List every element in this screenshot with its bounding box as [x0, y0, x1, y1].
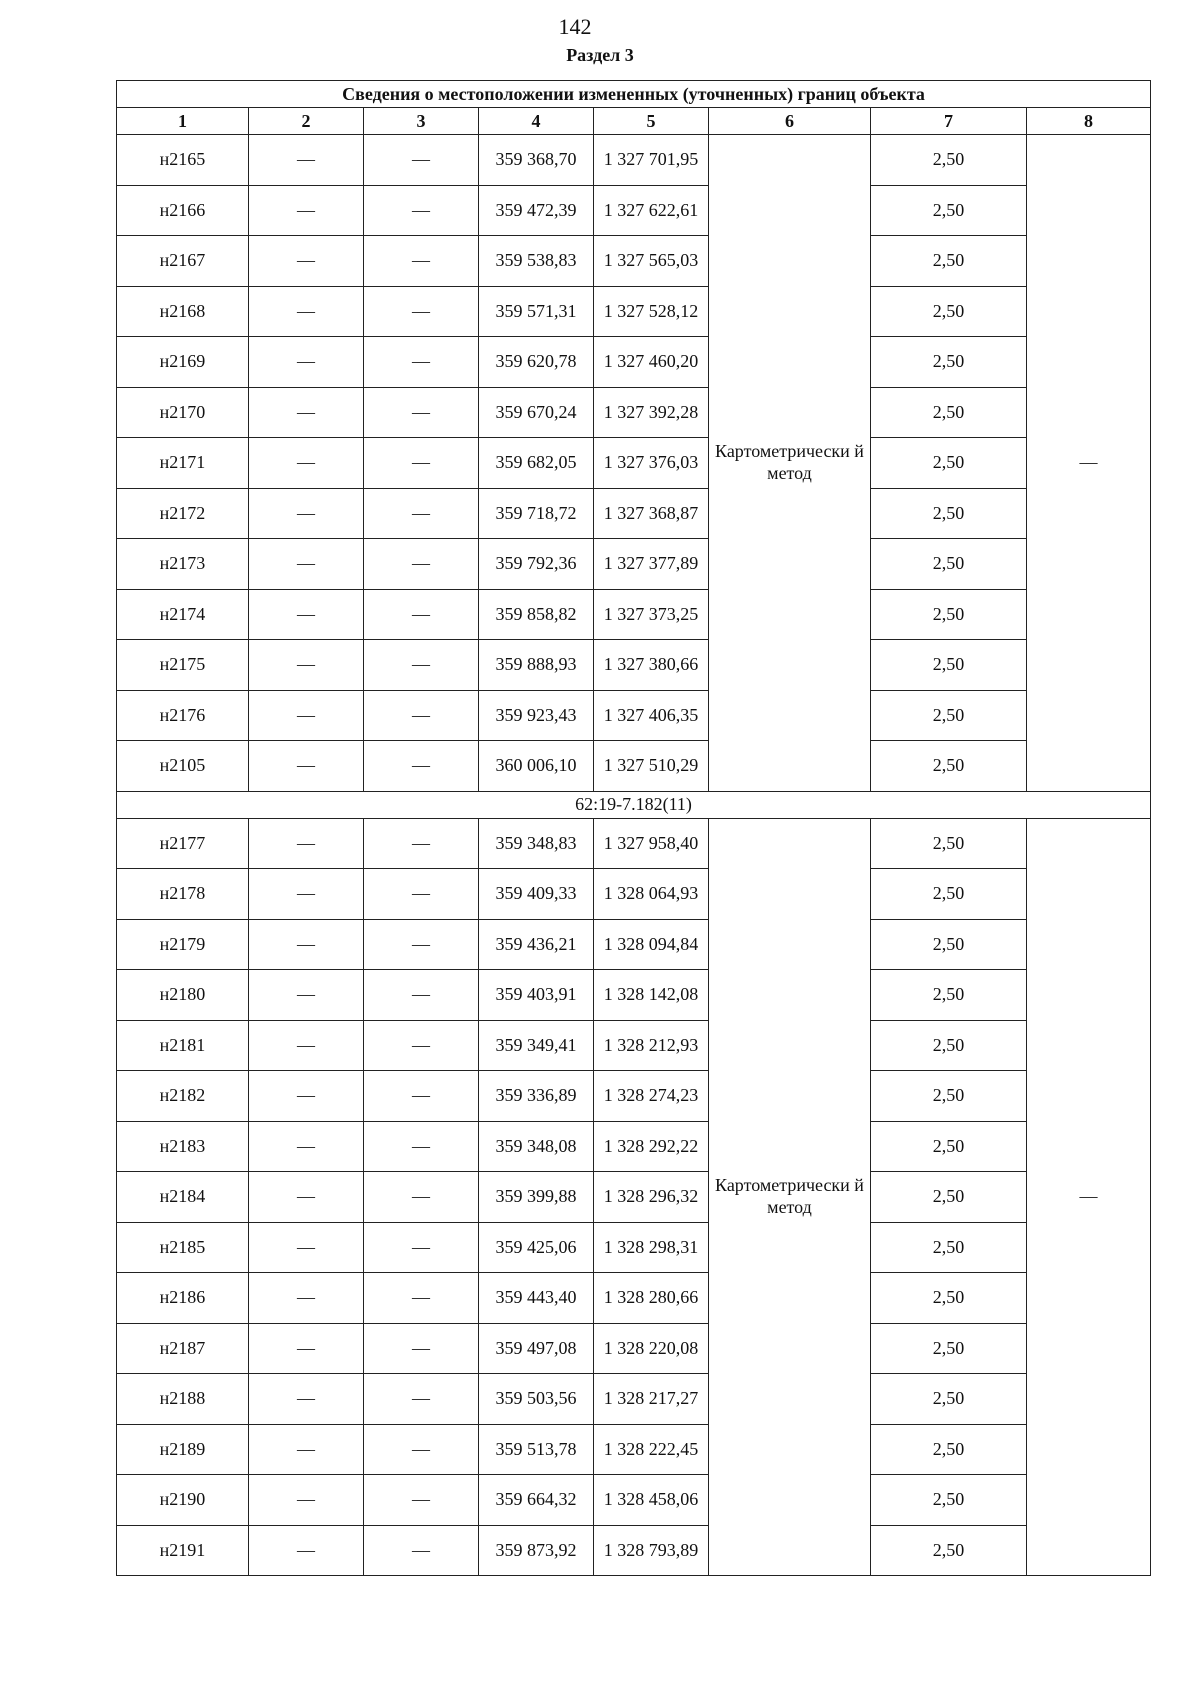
table-row — [117, 1424, 1151, 1475]
point-id-cell: н2176 — [117, 690, 249, 741]
x-coordinate-cell: 359 503,56 — [479, 1374, 594, 1425]
accuracy-cell: 2,50 — [871, 135, 1027, 186]
col2-cell: — — [249, 488, 364, 539]
x-coordinate-cell: 359 399,88 — [479, 1172, 594, 1223]
col2-cell: — — [249, 1525, 364, 1576]
table-row — [117, 387, 1151, 438]
col3-cell: — — [364, 236, 479, 287]
y-coordinate-cell: 1 328 292,22 — [594, 1121, 709, 1172]
col3-cell: — — [364, 1424, 479, 1475]
col2-cell: — — [249, 1475, 364, 1526]
col3-cell: — — [364, 1323, 479, 1374]
col3-cell: — — [364, 1525, 479, 1576]
y-coordinate-cell: 1 328 142,08 — [594, 970, 709, 1021]
table-row — [117, 1374, 1151, 1425]
x-coordinate-cell: 359 538,83 — [479, 236, 594, 287]
y-coordinate-cell: 1 328 222,45 — [594, 1424, 709, 1475]
accuracy-cell: 2,50 — [871, 1475, 1027, 1526]
col3-cell: — — [364, 1020, 479, 1071]
col3-cell: — — [364, 286, 479, 337]
accuracy-cell: 2,50 — [871, 488, 1027, 539]
x-coordinate-cell: 359 368,70 — [479, 135, 594, 186]
x-coordinate-cell: 359 403,91 — [479, 970, 594, 1021]
table-row — [117, 1121, 1151, 1172]
y-coordinate-cell: 1 327 565,03 — [594, 236, 709, 287]
accuracy-cell: 2,50 — [871, 1273, 1027, 1324]
accuracy-cell: 2,50 — [871, 286, 1027, 337]
point-id-cell: н2178 — [117, 869, 249, 920]
col2-cell: — — [249, 690, 364, 741]
x-coordinate-cell: 359 443,40 — [479, 1273, 594, 1324]
x-coordinate-cell: 359 888,93 — [479, 640, 594, 691]
point-id-cell: н2190 — [117, 1475, 249, 1526]
point-id-cell: н2172 — [117, 488, 249, 539]
col2-cell: — — [249, 1374, 364, 1425]
accuracy-cell: 2,50 — [871, 539, 1027, 590]
col2-cell: — — [249, 640, 364, 691]
y-coordinate-cell: 1 327 958,40 — [594, 818, 709, 869]
col3-cell: — — [364, 438, 479, 489]
accuracy-cell: 2,50 — [871, 640, 1027, 691]
col3-cell: — — [364, 1273, 479, 1324]
point-id-cell: н2184 — [117, 1172, 249, 1223]
col2-cell: — — [249, 1071, 364, 1122]
table-row — [117, 1172, 1151, 1223]
x-coordinate-cell: 359 664,32 — [479, 1475, 594, 1526]
table-row — [117, 640, 1151, 691]
point-id-cell: н2182 — [117, 1071, 249, 1122]
col3-cell: — — [364, 640, 479, 691]
y-coordinate-cell: 1 328 220,08 — [594, 1323, 709, 1374]
x-coordinate-cell: 359 472,39 — [479, 185, 594, 236]
page-number: 142 — [558, 14, 592, 39]
table-row — [117, 438, 1151, 489]
y-coordinate-cell: 1 327 406,35 — [594, 690, 709, 741]
accuracy-cell: 2,50 — [871, 818, 1027, 869]
col3-cell: — — [364, 1071, 479, 1122]
point-id-cell: н2175 — [117, 640, 249, 691]
table-row — [117, 1323, 1151, 1374]
point-id-cell: н2166 — [117, 185, 249, 236]
accuracy-cell: 2,50 — [871, 1374, 1027, 1425]
x-coordinate-cell: 359 620,78 — [479, 337, 594, 388]
accuracy-cell: 2,50 — [871, 1172, 1027, 1223]
col2-cell: — — [249, 818, 364, 869]
col3-cell: — — [364, 919, 479, 970]
y-coordinate-cell: 1 327 701,95 — [594, 135, 709, 186]
accuracy-cell: 2,50 — [871, 741, 1027, 792]
x-coordinate-cell: 359 348,83 — [479, 818, 594, 869]
x-coordinate-cell: 359 858,82 — [479, 589, 594, 640]
point-id-cell: н2183 — [117, 1121, 249, 1172]
col3-cell: — — [364, 1475, 479, 1526]
column-header: 8 — [1027, 108, 1151, 135]
accuracy-cell: 2,50 — [871, 690, 1027, 741]
point-id-cell: н2188 — [117, 1374, 249, 1425]
y-coordinate-cell: 1 328 212,93 — [594, 1020, 709, 1071]
col2-cell: — — [249, 286, 364, 337]
y-coordinate-cell: 1 328 094,84 — [594, 919, 709, 970]
col3-cell: — — [364, 690, 479, 741]
col3-cell: — — [364, 1374, 479, 1425]
col3-cell: — — [364, 869, 479, 920]
table-row — [117, 1525, 1151, 1576]
point-id-cell: н2165 — [117, 135, 249, 186]
y-coordinate-cell: 1 327 460,20 — [594, 337, 709, 388]
point-id-cell: н2167 — [117, 236, 249, 287]
accuracy-cell: 2,50 — [871, 1020, 1027, 1071]
col3-cell: — — [364, 1172, 479, 1223]
col2-cell: — — [249, 919, 364, 970]
point-id-cell: н2180 — [117, 970, 249, 1021]
col3-cell: — — [364, 970, 479, 1021]
col2-cell: — — [249, 1172, 364, 1223]
point-id-cell: н2179 — [117, 919, 249, 970]
table-row — [117, 589, 1151, 640]
x-coordinate-cell: 359 425,06 — [479, 1222, 594, 1273]
col2-cell: — — [249, 970, 364, 1021]
y-coordinate-cell: 1 327 368,87 — [594, 488, 709, 539]
col3-cell: — — [364, 135, 479, 186]
y-coordinate-cell: 1 327 528,12 — [594, 286, 709, 337]
table-row — [117, 970, 1151, 1021]
accuracy-cell: 2,50 — [871, 1323, 1027, 1374]
col3-cell: — — [364, 185, 479, 236]
x-coordinate-cell: 359 792,36 — [479, 539, 594, 590]
col2-cell: — — [249, 337, 364, 388]
table-row — [117, 919, 1151, 970]
y-coordinate-cell: 1 328 298,31 — [594, 1222, 709, 1273]
table-row — [117, 286, 1151, 337]
column-header: 6 — [709, 108, 871, 135]
point-id-cell: н2173 — [117, 539, 249, 590]
x-coordinate-cell: 360 006,10 — [479, 741, 594, 792]
accuracy-cell: 2,50 — [871, 1525, 1027, 1576]
accuracy-cell: 2,50 — [871, 919, 1027, 970]
table-row — [117, 185, 1151, 236]
x-coordinate-cell: 359 513,78 — [479, 1424, 594, 1475]
point-id-cell: н2168 — [117, 286, 249, 337]
group-label: 62:19-7.182(11) — [117, 791, 1151, 818]
accuracy-cell: 2,50 — [871, 970, 1027, 1021]
accuracy-cell: 2,50 — [871, 1071, 1027, 1122]
table-row — [117, 1020, 1151, 1071]
point-id-cell: н2174 — [117, 589, 249, 640]
col3-cell: — — [364, 387, 479, 438]
point-id-cell: н2181 — [117, 1020, 249, 1071]
col2-cell: — — [249, 539, 364, 590]
x-coordinate-cell: 359 571,31 — [479, 286, 594, 337]
y-coordinate-cell: 1 328 274,23 — [594, 1071, 709, 1122]
col2-cell: — — [249, 1323, 364, 1374]
col2-cell: — — [249, 1020, 364, 1071]
point-id-cell: н2186 — [117, 1273, 249, 1324]
col2-cell: — — [249, 1222, 364, 1273]
col2-cell: — — [249, 589, 364, 640]
y-coordinate-cell: 1 327 376,03 — [594, 438, 709, 489]
method-cell: Картометрически й метод — [709, 818, 871, 1576]
y-coordinate-cell: 1 328 217,27 — [594, 1374, 709, 1425]
x-coordinate-cell: 359 497,08 — [479, 1323, 594, 1374]
col8-cell: — — [1027, 818, 1151, 1576]
point-id-cell: н2191 — [117, 1525, 249, 1576]
accuracy-cell: 2,50 — [871, 438, 1027, 489]
accuracy-cell: 2,50 — [871, 236, 1027, 287]
table-row — [117, 1222, 1151, 1273]
y-coordinate-cell: 1 328 458,06 — [594, 1475, 709, 1526]
col2-cell: — — [249, 741, 364, 792]
x-coordinate-cell: 359 873,92 — [479, 1525, 594, 1576]
x-coordinate-cell: 359 348,08 — [479, 1121, 594, 1172]
section-title: Раздел 3 — [566, 45, 634, 65]
accuracy-cell: 2,50 — [871, 1424, 1027, 1475]
accuracy-cell: 2,50 — [871, 869, 1027, 920]
x-coordinate-cell: 359 670,24 — [479, 387, 594, 438]
col3-cell: — — [364, 337, 479, 388]
col3-cell: — — [364, 1121, 479, 1172]
y-coordinate-cell: 1 327 380,66 — [594, 640, 709, 691]
x-coordinate-cell: 359 682,05 — [479, 438, 594, 489]
accuracy-cell: 2,50 — [871, 337, 1027, 388]
col2-cell: — — [249, 1273, 364, 1324]
table-row — [117, 135, 1151, 186]
accuracy-cell: 2,50 — [871, 185, 1027, 236]
col3-cell: — — [364, 1222, 479, 1273]
x-coordinate-cell: 359 409,33 — [479, 869, 594, 920]
table-row — [117, 236, 1151, 287]
group-row — [117, 791, 1151, 818]
method-cell: Картометрически й метод — [709, 135, 871, 792]
y-coordinate-cell: 1 327 622,61 — [594, 185, 709, 236]
table-row — [117, 539, 1151, 590]
y-coordinate-cell: 1 328 296,32 — [594, 1172, 709, 1223]
y-coordinate-cell: 1 327 392,28 — [594, 387, 709, 438]
x-coordinate-cell: 359 436,21 — [479, 919, 594, 970]
point-id-cell: н2185 — [117, 1222, 249, 1273]
y-coordinate-cell: 1 328 280,66 — [594, 1273, 709, 1324]
col2-cell: — — [249, 438, 364, 489]
point-id-cell: н2177 — [117, 818, 249, 869]
col2-cell: — — [249, 185, 364, 236]
col3-cell: — — [364, 488, 479, 539]
column-header: 4 — [479, 108, 594, 135]
col3-cell: — — [364, 539, 479, 590]
table-row — [117, 818, 1151, 869]
x-coordinate-cell: 359 336,89 — [479, 1071, 594, 1122]
x-coordinate-cell: 359 923,43 — [479, 690, 594, 741]
col2-cell: — — [249, 135, 364, 186]
point-id-cell: н2105 — [117, 741, 249, 792]
y-coordinate-cell: 1 328 793,89 — [594, 1525, 709, 1576]
y-coordinate-cell: 1 327 510,29 — [594, 741, 709, 792]
column-header: 3 — [364, 108, 479, 135]
col2-cell: — — [249, 387, 364, 438]
boundary-coordinates-table — [116, 80, 1151, 1576]
table-row — [117, 1071, 1151, 1122]
point-id-cell: н2187 — [117, 1323, 249, 1374]
table-row — [117, 1273, 1151, 1324]
column-header: 1 — [117, 108, 249, 135]
point-id-cell: н2169 — [117, 337, 249, 388]
col3-cell: — — [364, 818, 479, 869]
column-header: 2 — [249, 108, 364, 135]
col3-cell: — — [364, 741, 479, 792]
table-row — [117, 1475, 1151, 1526]
x-coordinate-cell: 359 349,41 — [479, 1020, 594, 1071]
table-row — [117, 488, 1151, 539]
col2-cell: — — [249, 236, 364, 287]
point-id-cell: н2171 — [117, 438, 249, 489]
col3-cell: — — [364, 589, 479, 640]
table-row — [117, 741, 1151, 792]
col2-cell: — — [249, 1121, 364, 1172]
accuracy-cell: 2,50 — [871, 387, 1027, 438]
table-row — [117, 690, 1151, 741]
col2-cell: — — [249, 869, 364, 920]
col8-cell: — — [1027, 135, 1151, 792]
table-row — [117, 869, 1151, 920]
table-row — [117, 337, 1151, 388]
accuracy-cell: 2,50 — [871, 589, 1027, 640]
y-coordinate-cell: 1 327 373,25 — [594, 589, 709, 640]
y-coordinate-cell: 1 327 377,89 — [594, 539, 709, 590]
table-header-row — [117, 108, 1151, 135]
accuracy-cell: 2,50 — [871, 1121, 1027, 1172]
point-id-cell: н2170 — [117, 387, 249, 438]
point-id-cell: н2189 — [117, 1424, 249, 1475]
column-header: 7 — [871, 108, 1027, 135]
accuracy-cell: 2,50 — [871, 1222, 1027, 1273]
col2-cell: — — [249, 1424, 364, 1475]
x-coordinate-cell: 359 718,72 — [479, 488, 594, 539]
column-header: 5 — [594, 108, 709, 135]
y-coordinate-cell: 1 328 064,93 — [594, 869, 709, 920]
table-title: Сведения о местоположении измененных (уточненных) границ объекта — [117, 81, 1151, 108]
